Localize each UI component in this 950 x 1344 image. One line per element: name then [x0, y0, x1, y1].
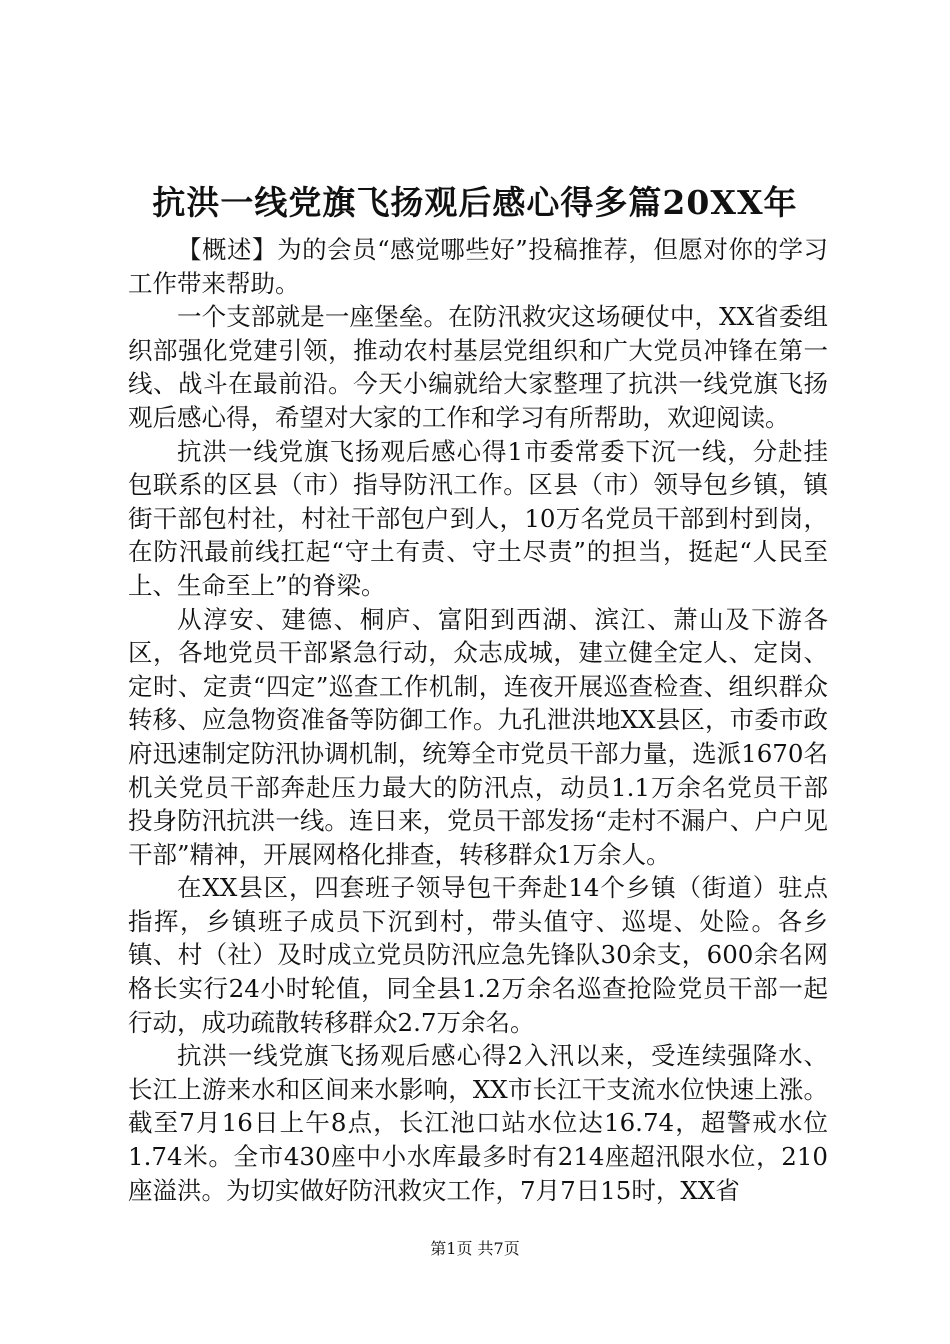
- page-number: 第1页 共7页: [430, 1239, 520, 1258]
- paragraph-intro: 一个支部就是一座堡垒。在防汛救灾这场硬仗中，XX省委组织部强化党建引领，推动农村基层党组织和广大党员冲锋在第一线、战斗在最前沿。今天小编就给大家整理了抗洪一线党旗飞扬观后感心得，希望对大家的工作和学习有所帮助，欢迎阅读。: [128, 302, 828, 432]
- paragraph-3: 在XX县区，四套班子领导包干奔赴14个乡镇（街道）驻点指挥，乡镇班子成员下沉到村，带头值守、巡堤、处险。各乡镇、村（社）及时成立党员防汛应急先锋队30余支，600余名网格长实行24小时轮值，同全县1.2万余名巡查抢险党员干部一起行动，成功疏散转移群众2.7万余名。: [128, 873, 828, 1037]
- document-body: [128, 233, 828, 1207]
- paragraph-4: 抗洪一线党旗飞扬观后感心得2入汛以来，受连续强降水、长江上游来水和区间来水影响，XX市长江干支流水位快速上涨。截至7月16日上午8点，长江池口站水位达16.74，超警戒水位1.74米。全市430座中小水库最多时有214座超汛限水位，210座溢洪。为切实做好防汛救灾工作，7月7日15时，XX省: [128, 1041, 828, 1205]
- paragraph-2: 从淳安、建德、桐庐、富阳到西湖、滨江、萧山及下游各区，各地党员干部紧急行动，众志成城，建立健全定人、定岗、定时、定责“四定”巡查工作机制，连夜开展巡查检查、组织群众转移、应急物资准备等防御工作。九孔泄洪地XX县区，市委市政府迅速制定防汛协调机制，统筹全市党员干部力量，选派1670名机关党员干部奔赴压力最大的防汛点，动员1.1万余名党员干部投身防汛抗洪一线。连日来，党员干部发扬“走村不漏户、户户见干部”精神，开展网格化排查，转移群众1万余人。: [128, 604, 828, 869]
- paragraph-1: 抗洪一线党旗飞扬观后感心得1市委常委下沉一线，分赴挂包联系的区县（市）指导防汛工作。区县（市）领导包乡镇，镇街干部包村社，村社干部包户到人，10万名党员干部到村到岗，在防汛最前线扛起“守土有责、守土尽责”的担当，挺起“人民至上、生命至上”的脊梁。: [128, 436, 828, 600]
- paragraph-summary: 【概述】为的会员“感觉哪些好”投稿推荐，但愿对你的学习工作带来帮助。: [128, 235, 828, 298]
- document-title: 抗洪一线党旗飞扬观后感心得多篇20XX年: [152, 183, 798, 222]
